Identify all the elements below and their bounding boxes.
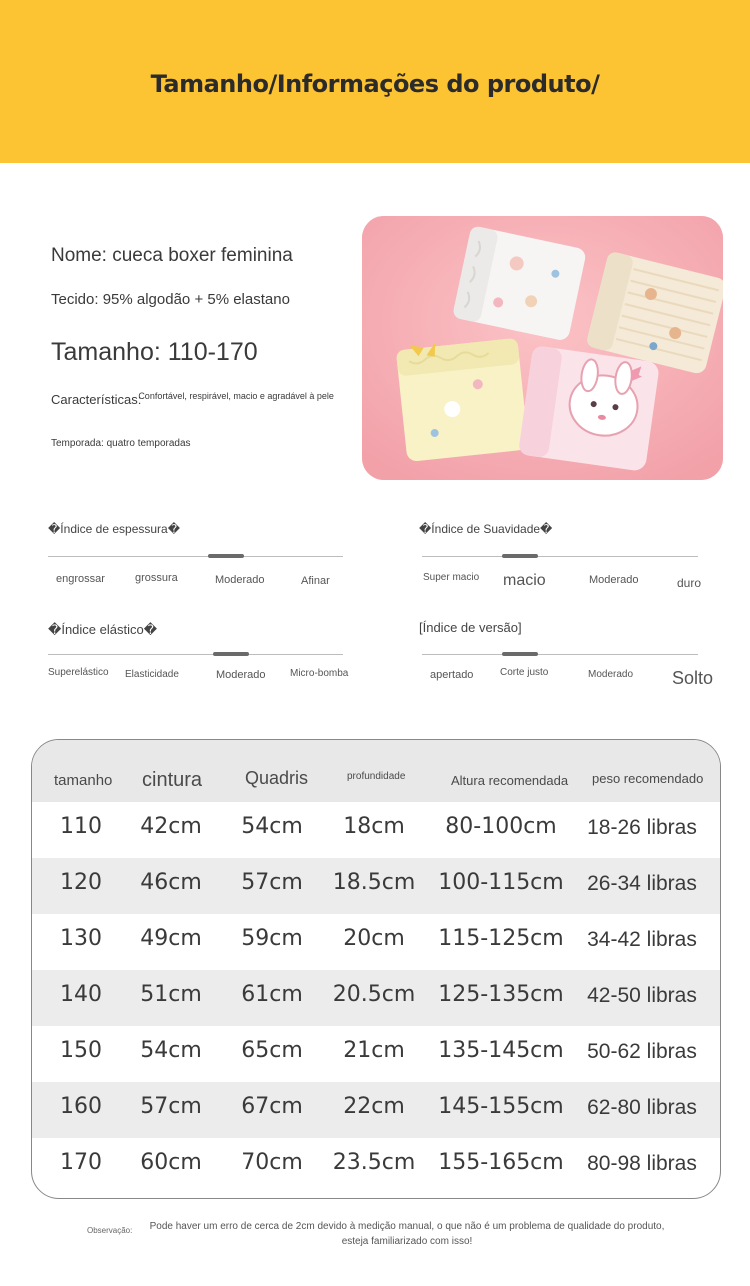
size-table [31, 739, 721, 1199]
table-cell: 18-26 libras [587, 816, 697, 839]
elastic-index-title: �Índice elástico� [48, 622, 158, 637]
softness-option: macio [503, 572, 546, 589]
column-header-height: Altura recomendada [451, 773, 569, 788]
features-text: Confortável, respirável, macio e agradável à pele [138, 391, 334, 401]
table-cell: 160 [60, 1094, 102, 1119]
version-option: Solto [672, 668, 714, 688]
table-cell: 51cm [140, 982, 202, 1007]
product-features [51, 392, 334, 407]
table-cell: 60cm [140, 1150, 202, 1175]
thickness-option: grossura [135, 572, 178, 584]
table-cell: 170 [60, 1150, 102, 1175]
table-cell: 20cm [343, 926, 405, 951]
table-cell: 57cm [140, 1094, 202, 1119]
product-name: Nome: cueca boxer feminina [51, 245, 293, 266]
table-cell: 135-145cm [438, 1038, 564, 1063]
table-cell: 62-80 libras [587, 1096, 697, 1119]
table-cell: 57cm [241, 870, 303, 895]
table-cell: 110 [60, 814, 102, 839]
table-cell: 18.5cm [332, 870, 416, 895]
table-cell: 155-165cm [438, 1150, 564, 1175]
thickness-scale-line [48, 556, 343, 557]
softness-index-title: �Índice de Suavidade� [419, 522, 553, 536]
table-cell: 150 [60, 1038, 102, 1063]
pink-pair [518, 345, 660, 472]
thickness-selected-marker [208, 554, 244, 558]
thickness-index [48, 522, 348, 592]
version-selected-marker [502, 652, 538, 656]
table-cell: 120 [60, 870, 102, 895]
elastic-option: Elasticidade [125, 669, 179, 680]
table-cell: 21cm [343, 1038, 405, 1063]
table-cell: 54cm [241, 814, 303, 839]
elastic-selected-marker [213, 652, 249, 656]
version-option: Corte justo [500, 667, 549, 678]
elastic-index [48, 622, 348, 692]
table-row [32, 1138, 720, 1194]
table-row [32, 802, 720, 858]
thickness-option: engrossar [56, 573, 105, 585]
features-label: Características: [51, 392, 142, 407]
elastic-option: Micro-bomba [290, 668, 349, 679]
column-header-hips: Quadris [245, 768, 309, 788]
table-cell: 67cm [241, 1094, 303, 1119]
table-cell: 50-62 libras [587, 1040, 697, 1063]
version-index [419, 620, 719, 695]
table-cell: 42cm [140, 814, 202, 839]
table-cell: 59cm [241, 926, 303, 951]
product-size: Tamanho: 110-170 [51, 338, 258, 366]
column-header-depth: profundidade [347, 771, 406, 782]
column-header-size: tamanho [54, 772, 113, 789]
table-cell: 20.5cm [332, 982, 416, 1007]
table-row [32, 914, 720, 970]
thickness-index-title: �Índice de espessura� [48, 522, 181, 536]
product-photo [362, 216, 723, 480]
elastic-option: Moderado [216, 669, 266, 681]
elastic-option: Superelástico [48, 667, 109, 678]
table-cell: 42-50 libras [587, 984, 697, 1007]
table-cell: 49cm [140, 926, 202, 951]
table-cell: 80-100cm [445, 814, 557, 839]
table-row [32, 1026, 720, 1082]
thickness-option: Afinar [301, 575, 330, 587]
product-fabric: Tecido: 95% algodão + 5% elastano [51, 291, 290, 308]
table-row [32, 1082, 720, 1138]
table-cell: 145-155cm [438, 1094, 564, 1119]
softness-option: Super macio [423, 572, 480, 583]
version-option: Moderado [588, 669, 634, 680]
yellow-pair [395, 334, 528, 462]
underwear-illustration [362, 216, 723, 480]
elastic-scale-line [48, 654, 343, 655]
table-cell: 80-98 libras [587, 1152, 697, 1175]
table-cell: 61cm [241, 982, 303, 1007]
product-season: Temporada: quatro temporadas [51, 438, 191, 449]
softness-scale-line [422, 556, 698, 557]
footnote-text: Pode haver um erro de cerca de 2cm devido à medição manual, o que não é um problema de qualidade do produto, esteja familiarizado com isso! [149, 1221, 665, 1247]
column-header-weight: peso recomendado [592, 771, 704, 786]
header-banner [0, 0, 750, 163]
table-cell: 46cm [140, 870, 202, 895]
column-header-waist: cintura [142, 769, 203, 791]
table-cell: 115-125cm [438, 926, 564, 951]
table-row [32, 970, 720, 1026]
table-cell: 70cm [241, 1150, 303, 1175]
table-cell: 65cm [241, 1038, 303, 1063]
softness-option: Moderado [589, 574, 639, 586]
thickness-option: Moderado [215, 574, 265, 586]
footnote-label: Observação: [87, 1226, 133, 1235]
table-cell: 18cm [343, 814, 405, 839]
table-cell: 130 [60, 926, 102, 951]
table-cell: 23.5cm [332, 1150, 416, 1175]
table-cell: 125-135cm [438, 982, 564, 1007]
page-title: Tamanho/Informações do produto/ [150, 70, 600, 98]
softness-selected-marker [502, 554, 538, 558]
table-row [32, 858, 720, 914]
table-cell: 140 [60, 982, 102, 1007]
version-option: apertado [430, 669, 474, 681]
table-cell: 34-42 libras [587, 928, 697, 951]
table-cell: 26-34 libras [587, 872, 697, 895]
table-cell: 54cm [140, 1038, 202, 1063]
table-header [32, 740, 720, 802]
softness-option: duro [677, 576, 702, 590]
version-index-title: [Índice de versão] [419, 620, 522, 635]
softness-index [419, 522, 709, 592]
version-scale-line [422, 654, 698, 655]
table-cell: 22cm [343, 1094, 405, 1119]
table-cell: 100-115cm [438, 870, 564, 895]
